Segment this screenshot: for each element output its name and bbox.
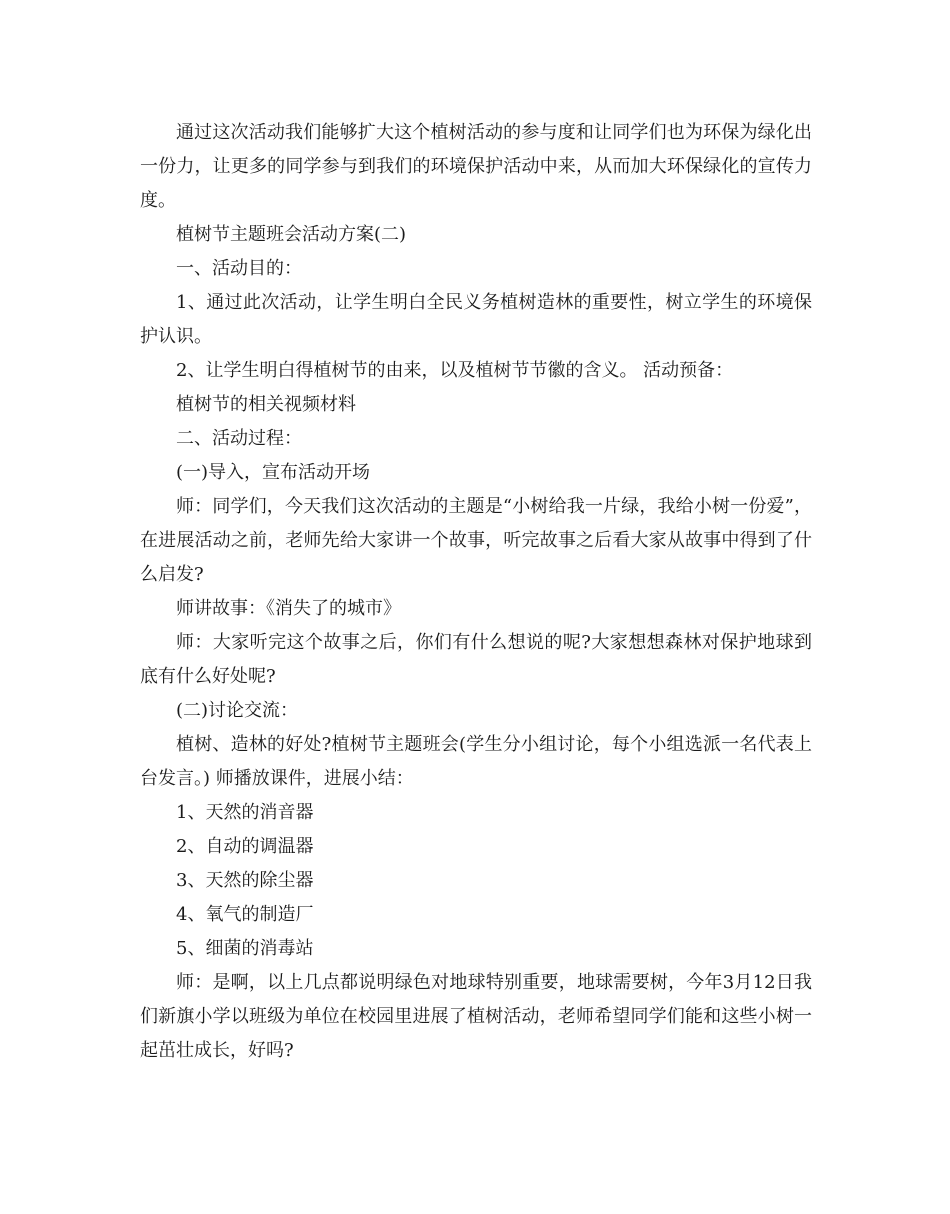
teacher-speech-1: 师：同学们，今天我们这次活动的主题是“小树给我一片绿，我给小树一份爱”，在进展活动之前，老师先给大家讲一个故事，听完故事之后看大家从故事中得到了什么启发? — [140, 496, 812, 585]
list-item: 4、氧气的制造厂 — [176, 904, 314, 925]
heading-activity-goal: 一、活动目的： — [176, 258, 302, 279]
discussion-text: 植树、造林的好处?植树节主题班会(学生分小组讨论，每个小组选派一名代表上台发言。) 师播放课件，进展小结： — [140, 734, 812, 789]
document-body — [140, 116, 812, 1068]
section-title: 植树节主题班会活动方案(二) — [176, 224, 407, 245]
subheading-discussion: (二)讨论交流： — [176, 700, 299, 721]
list-item: 3、天然的除尘器 — [176, 870, 314, 891]
list-item: 5、细菌的消毒站 — [176, 938, 314, 959]
list-item: 1、天然的消音器 — [176, 802, 314, 823]
paragraph-intro: 通过这次活动我们能够扩大这个植树活动的参与度和让同学们也为环保为绿化出一份力，让更多的同学参与到我们的环境保护活动中来，从而加大环保绿化的宣传力度。 — [140, 122, 812, 211]
teacher-speech-3: 师：是啊，以上几点都说明绿色对地球特别重要，地球需要树，今年3月12日我们新旗小学以班级为单位在校园里进展了植树活动，老师希望同学们能和这些小树一起茁壮成长，好吗? — [140, 972, 812, 1061]
teacher-speech-2: 师：大家听完这个故事之后，你们有什么想说的呢?大家想想森林对保护地球到底有什么好处呢? — [140, 632, 812, 687]
preparation-text: 植树节的相关视频材料 — [176, 394, 356, 415]
heading-activity-process: 二、活动过程： — [176, 428, 302, 449]
subheading-intro: (一)导入，宣布活动开场 — [176, 462, 371, 483]
goal-item-1: 1、通过此次活动，让学生明白全民义务植树造林的重要性，树立学生的环境保护认识。 — [140, 292, 812, 347]
goal-item-2: 2、让学生明白得植树节的由来，以及植树节节徽的含义。 活动预备： — [176, 360, 734, 381]
list-item: 2、自动的调温器 — [176, 836, 314, 857]
teacher-story: 师讲故事：《消失了的城市》 — [176, 598, 401, 619]
